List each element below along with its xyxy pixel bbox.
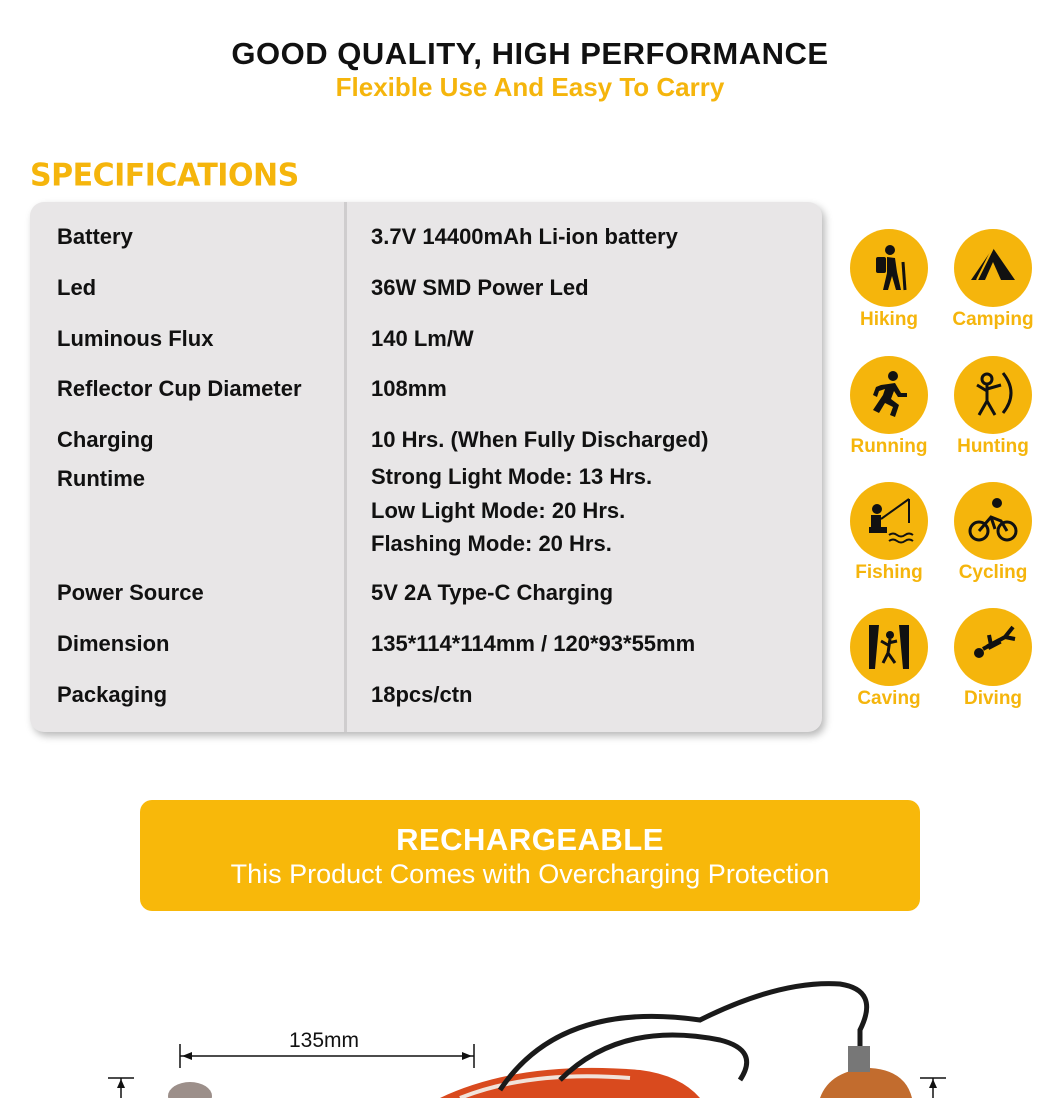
activity-hiking — [837, 229, 941, 331]
cycling-icon — [954, 482, 1032, 560]
activity-label: Diving — [963, 688, 1023, 709]
subline: Flexible Use And Easy To Carry — [335, 72, 725, 102]
activity-cycling — [941, 482, 1045, 584]
spec-label: Reflector Cup Diameter — [57, 376, 302, 401]
spec-value: 36W SMD Power Led — [371, 275, 589, 300]
running-icon — [850, 356, 928, 434]
spec-label: Runtime — [57, 466, 145, 491]
headline: GOOD QUALITY, HIGH PERFORMANCE — [231, 36, 829, 71]
spec-value — [371, 460, 652, 561]
activity-caving — [837, 608, 941, 710]
spec-label: Led — [57, 275, 97, 300]
spec-label: Power Source — [57, 580, 204, 605]
activity-label: Camping — [952, 309, 1034, 330]
spec-value: 18pcs/ctn — [371, 682, 473, 707]
hiking-icon — [850, 229, 928, 307]
product-photo — [0, 960, 1060, 1098]
spec-divider — [344, 202, 347, 732]
spec-value: 5V 2A Type-C Charging — [371, 580, 614, 605]
spec-value: 135*114*114mm / 120*93*55mm — [371, 631, 696, 656]
spec-label: Dimension — [57, 631, 170, 656]
spec-value: 108mm — [371, 376, 447, 401]
activity-fishing — [837, 482, 941, 584]
rechargeable-banner — [140, 800, 920, 911]
activity-label: Hunting — [957, 436, 1029, 457]
activity-label: Hiking — [859, 309, 919, 330]
spec-label: Battery — [57, 224, 133, 249]
camping-icon — [954, 229, 1032, 307]
activity-hunting — [941, 356, 1045, 458]
specifications-heading: SPECIFICATIONS — [30, 157, 299, 194]
activity-label: Caving — [857, 688, 921, 709]
runtime-line: Flashing Mode: 20 Hrs. — [371, 531, 612, 556]
spec-value: 10 Hrs. (When Fully Discharged) — [371, 427, 709, 452]
runtime-line: Low Light Mode: 20 Hrs. — [371, 497, 626, 523]
spec-value: 3.7V 14400mAh Li-ion battery — [371, 224, 678, 249]
spec-label: Packaging — [57, 682, 168, 707]
dimension-label-135mm: 135mm — [289, 1029, 360, 1052]
diving-icon — [954, 608, 1032, 686]
spec-label: Luminous Flux — [57, 326, 214, 351]
spec-label: Charging — [57, 427, 154, 452]
runtime-line: Strong Light Mode: 13 Hrs. — [371, 464, 653, 489]
banner-title: RECHARGEABLE — [396, 822, 664, 857]
banner-subtitle: This Product Comes with Overcharging Protection — [230, 859, 830, 889]
caving-icon — [850, 608, 928, 686]
spec-table — [30, 202, 822, 732]
activity-label: Fishing — [855, 562, 923, 583]
activity-diving — [941, 608, 1045, 710]
activity-label: Cycling — [958, 562, 1028, 583]
hunting-icon — [954, 356, 1032, 434]
activity-camping — [941, 229, 1045, 331]
fishing-icon — [850, 482, 928, 560]
activity-label: Running — [850, 436, 928, 457]
spec-value: 140 Lm/W — [371, 326, 474, 351]
activity-running — [837, 356, 941, 458]
